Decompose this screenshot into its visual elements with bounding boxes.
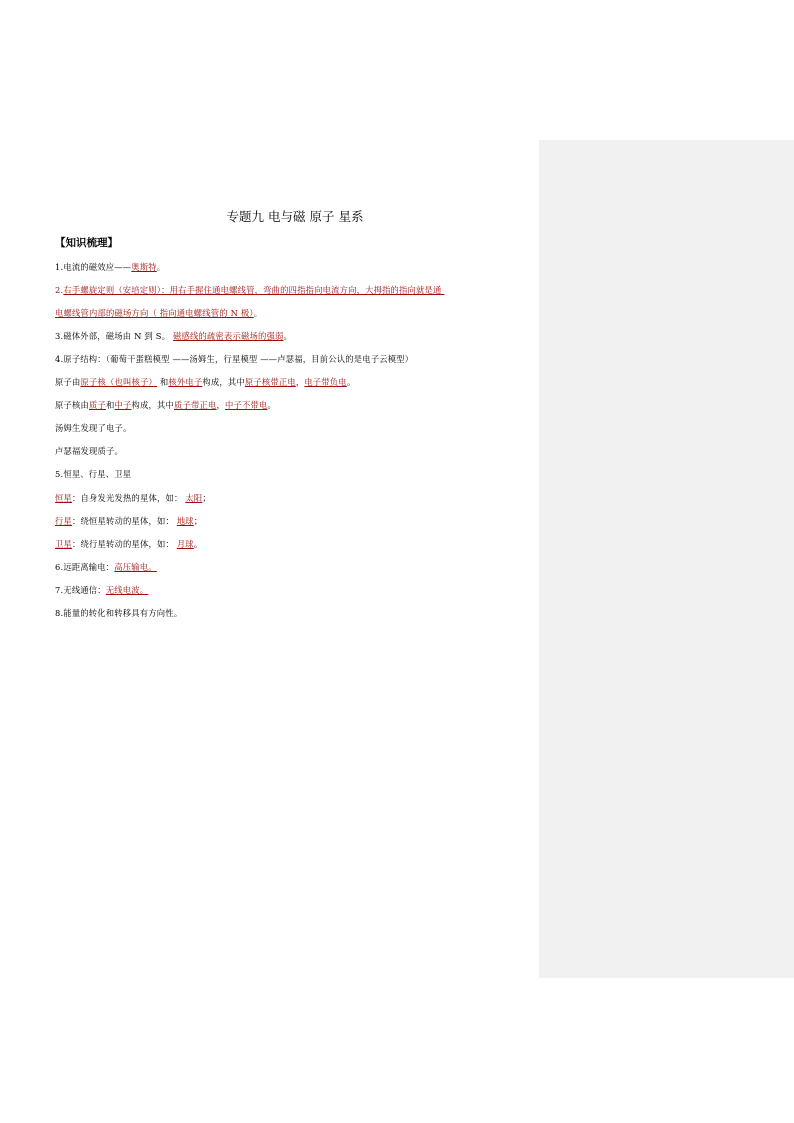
text: ， bbox=[216, 400, 225, 410]
paragraph-15 bbox=[55, 607, 182, 619]
paragraph-3 bbox=[55, 330, 292, 342]
answer: 核外电子 bbox=[168, 377, 203, 387]
paragraph-11 bbox=[55, 515, 202, 527]
text: 和 bbox=[159, 377, 169, 387]
text: ； bbox=[193, 516, 203, 526]
answer: 卫星 bbox=[55, 539, 72, 549]
paragraph-13 bbox=[55, 561, 157, 573]
text: 原子由 bbox=[55, 377, 81, 387]
text: 。 bbox=[253, 308, 263, 318]
text: 1.电流的磁效应—— bbox=[55, 262, 132, 272]
page-title: 专题九 电与磁 原子 星系 bbox=[226, 209, 364, 224]
text: 3.磁体外部，磁场由 N 到 S。 bbox=[55, 331, 171, 341]
answer: 太阳 bbox=[185, 493, 203, 503]
section-heading: 【知识梳理】 bbox=[55, 237, 118, 249]
text: 。 bbox=[267, 400, 276, 410]
text: 4.原子结构：（葡萄干蛋糕模型 ——汤姆生，行星模型 ——卢瑟福，目前公认的是电子云模型） bbox=[55, 354, 414, 364]
answer: 恒星 bbox=[55, 493, 72, 503]
text: 8.能量的转化和转移具有方向性。 bbox=[55, 608, 183, 618]
text: 。 bbox=[193, 539, 203, 549]
answer: 质子 bbox=[89, 400, 106, 410]
paragraph-12 bbox=[55, 538, 202, 550]
answer: 无线电波。 bbox=[105, 585, 149, 595]
answer: 中子不带电 bbox=[225, 400, 268, 410]
answer: 质子带正电 bbox=[174, 400, 217, 410]
text: 。 bbox=[283, 331, 292, 341]
paragraph-1 bbox=[55, 261, 165, 273]
answer: 中子 bbox=[114, 400, 132, 410]
text: 构成，其中 bbox=[131, 400, 174, 410]
text: 5.恒星、行星、卫星 bbox=[55, 469, 132, 479]
text: 7.无线通信： bbox=[55, 585, 106, 595]
text: 2. bbox=[55, 285, 64, 295]
text: 构成，其中 bbox=[202, 377, 245, 387]
text: 汤姆生发现了电子。 bbox=[55, 423, 132, 433]
paragraph-9 bbox=[55, 468, 131, 480]
paragraph-5 bbox=[55, 376, 355, 388]
comment-pane bbox=[539, 140, 794, 978]
text: 6.远距离输电： bbox=[55, 562, 115, 572]
paragraph-14 bbox=[55, 584, 148, 596]
answer: 地球 bbox=[176, 516, 194, 526]
answer: 高压输电。 bbox=[114, 562, 157, 572]
paragraph-2 bbox=[55, 284, 466, 296]
paragraph-2-cont bbox=[55, 307, 262, 319]
answer: 右手螺旋定则（安培定则）：用右手握住通电螺线管，弯曲的四指指向电流方向，大拇指的指向就是通 bbox=[63, 285, 442, 295]
text: 卢瑟福发现质子。 bbox=[55, 446, 123, 456]
text: 原子核由 bbox=[55, 400, 89, 410]
text: 。 bbox=[156, 262, 166, 272]
paragraph-10 bbox=[55, 492, 211, 504]
paragraph-6 bbox=[55, 399, 276, 411]
answer: 奥斯特 bbox=[131, 262, 157, 272]
paragraph-4 bbox=[55, 353, 413, 365]
answer: 电螺线管内部的磁场方向（ 指向通电螺线管的 N 极） bbox=[55, 308, 254, 318]
text: ：自身发光发热的星体，如： bbox=[72, 493, 183, 503]
text: ：绕恒星转动的星体，如： bbox=[72, 516, 174, 526]
paragraph-8 bbox=[55, 445, 123, 457]
answer: 行星 bbox=[55, 516, 72, 526]
text: ； bbox=[202, 493, 211, 503]
paragraph-7 bbox=[55, 422, 131, 434]
answer: 电子带负电 bbox=[304, 377, 347, 387]
answer: 原子核（也叫核子） bbox=[80, 377, 157, 387]
text: ：绕行星转动的星体，如： bbox=[72, 539, 174, 549]
answer: 磁感线的疏密表示磁场的强弱 bbox=[173, 331, 284, 341]
text: ， bbox=[295, 377, 305, 387]
text: 和 bbox=[106, 400, 115, 410]
answer: 原子核带正电 bbox=[244, 377, 296, 387]
answer: 月球 bbox=[176, 539, 194, 549]
text: 。 bbox=[346, 377, 356, 387]
